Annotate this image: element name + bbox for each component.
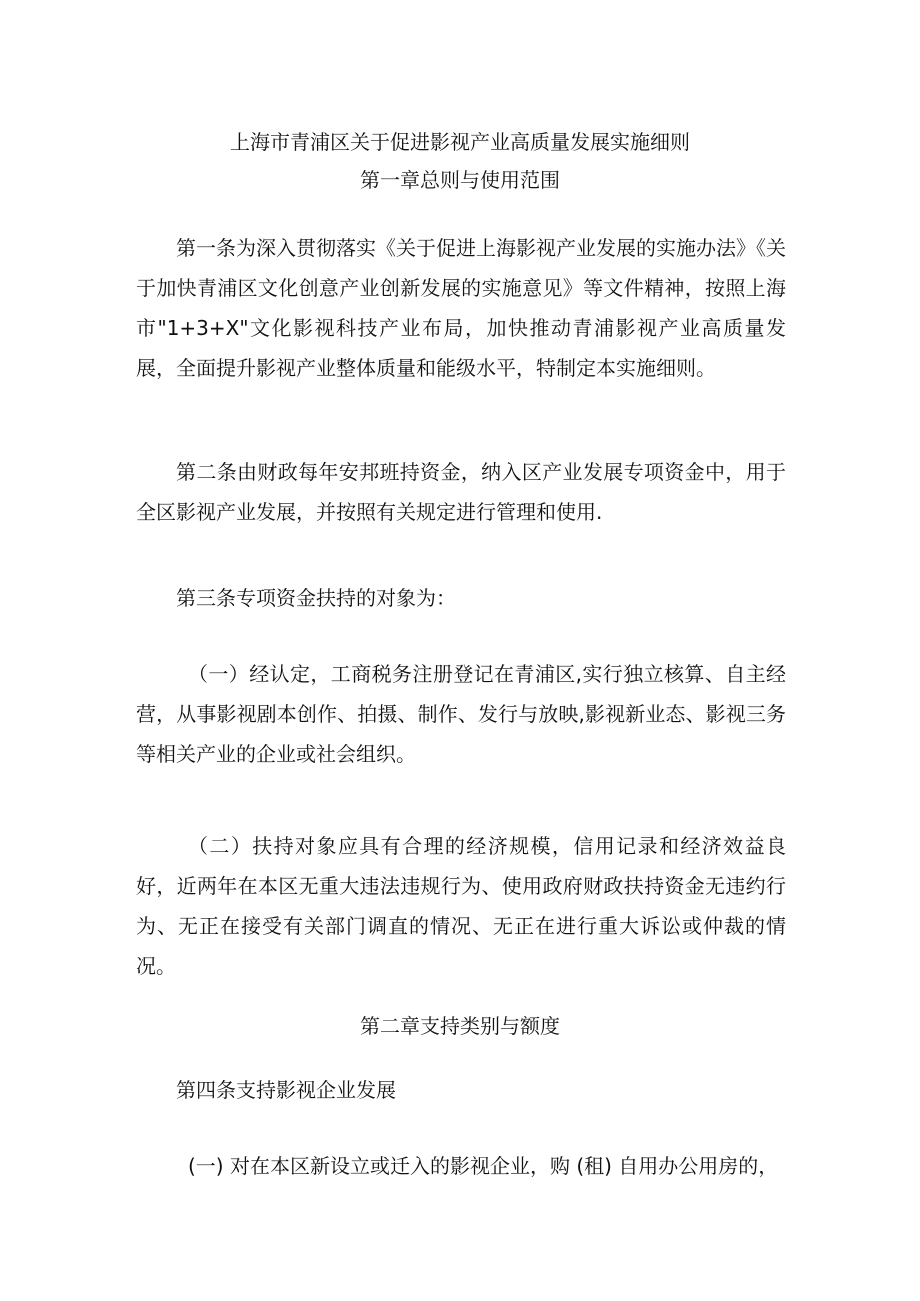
document-title: 上海市青浦区关于促进影视产业高质量发展实施细则: [230, 130, 690, 154]
article-3-item-2: （二）扶持对象应具有合理的经济规模，信用记录和经济效益良好，近两年在本区无重大违法违规行为、使用政府财政扶持资金无违约行为、无正在接受有关部门调直的情况、无正在进行重大诉讼或仲裁的情况。: [136, 834, 786, 978]
article-3: 第三条专项资金扶持的对象为：: [176, 586, 456, 610]
article-4-item-1: (一) 对在本区新设立或迁入的影视企业，购 (租) 自用办公用房的，: [188, 1154, 779, 1178]
article-4: 第四条支持影视企业发展: [176, 1078, 396, 1102]
article-3-item-1: （一）经认定，工商税务注册登记在青浦区,实行独立核算、自主经营，从事影视剧本创作、拍摄、制作、发行与放映,影视新业态、影视三务等相关产业的企业或社会组织。: [136, 662, 786, 766]
chapter-heading-1: 第一章总则与使用范围: [360, 168, 560, 192]
article-2: 第二条由财政每年安邦班持资金，纳入区产业发展专项资金中，用于全区影视产业发展，并按照有关规定进行管理和使用.: [136, 460, 786, 524]
article-1: 第一条为深入贯彻落实《关于促进上海影视产业发展的实施办法》《关于加快青浦区文化创意产业创新发展的实施意见》等文件精神，按照上海市"1+3+X"文化影视科技产业布局，加快推动青浦影视产业高质量发展，全面提升影视产业整体质量和能级水平，特制定本实施细则。: [136, 236, 786, 380]
chapter-heading-2: 第二章支持类别与额度: [360, 1014, 560, 1038]
